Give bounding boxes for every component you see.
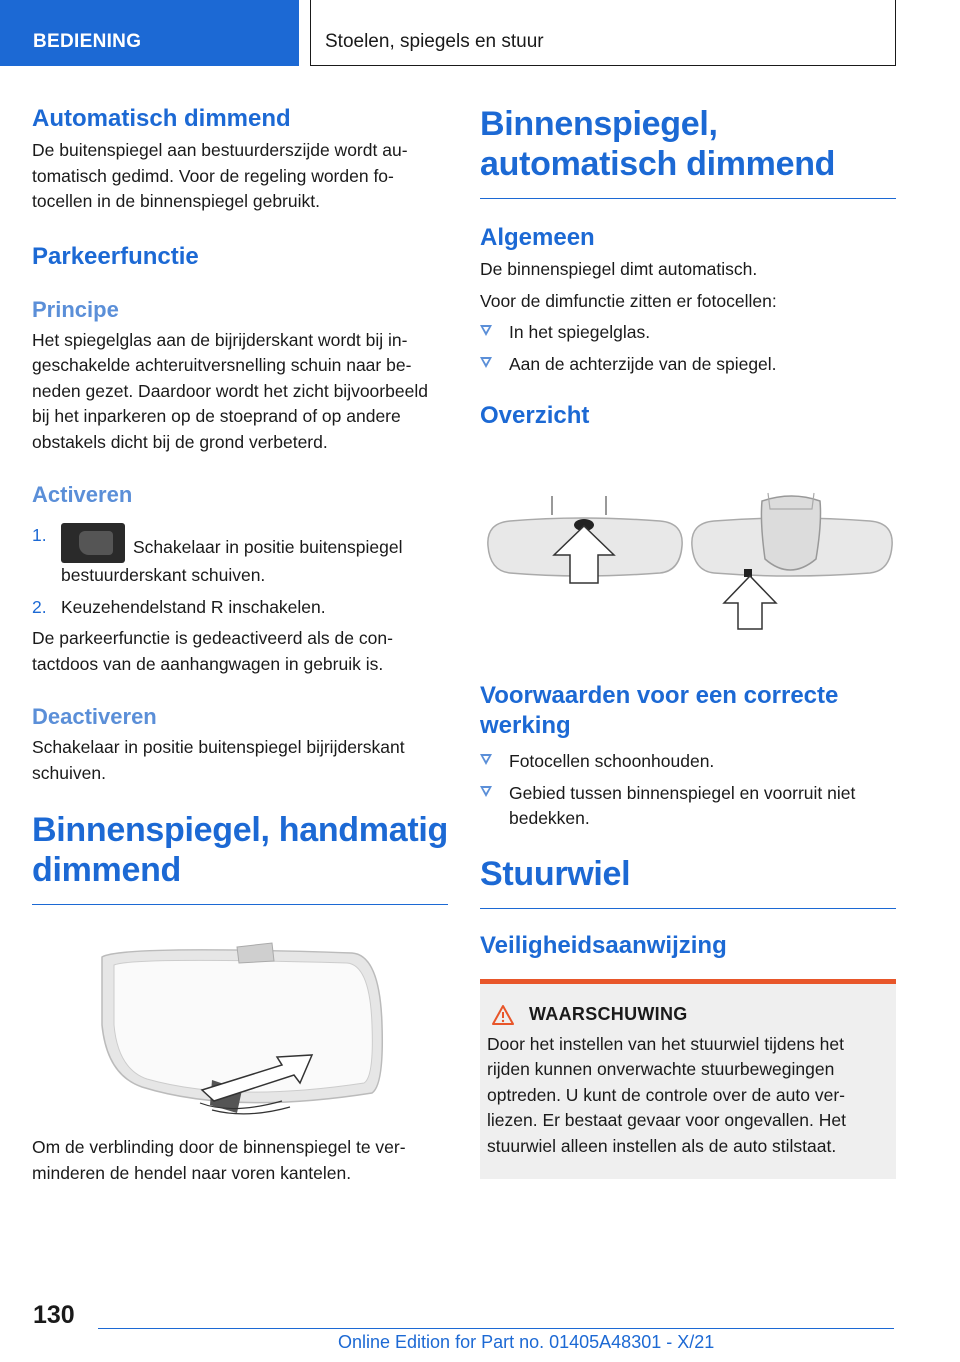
step-number: 1. — [32, 525, 47, 545]
section-tab: BEDIENING — [0, 0, 299, 66]
mirror-overview-illustration — [480, 431, 896, 681]
step-text: Keuzehendelstand R inschakelen. — [61, 596, 326, 617]
heading-steering-wheel: Stuurwiel — [480, 854, 896, 909]
general-text-1: De binnenspiegel dimt automatisch. — [480, 259, 758, 279]
chapter-title: Stoelen, spiegels en stuur — [310, 0, 896, 66]
conditions-list — [480, 749, 896, 832]
heading-general: Algemeen — [480, 224, 595, 251]
warning-box — [480, 979, 896, 1180]
warning-title: WAARSCHUWING — [487, 1004, 888, 1026]
list-item: Gebied tussen binnenspiegel en voorruit niet bedekken. — [480, 781, 896, 832]
heading-safety-note: Veiligheidsaanwijzing — [480, 931, 727, 959]
bullet-triangle-icon — [480, 754, 492, 765]
step-text: Schakelaar in positie buitenspiegel bestuurderskant schuiven. — [61, 537, 403, 585]
heading-auto-dim-mirror: Binnenspiegel, automatisch dimmend — [480, 104, 896, 199]
page-number: 130 — [33, 1301, 75, 1329]
general-text-2: Voor de dimfunctie zitten er fotocellen: — [480, 290, 777, 311]
heading-deactivate: Deactiveren — [32, 704, 157, 729]
step-item — [32, 595, 448, 621]
principle-text: Het spiegelglas aan de bijrijderskant wordt bij ingeschakelde achteruitversnelling schuin naar beneden gezet. Daardoor wordt het zicht bijvoorbeeld bij het inparkeren op de stoeprand of op andere obstakels dicht bij de grond verbeterd. — [32, 329, 428, 452]
warning-text: Door het instellen van het stuurwiel tijdens het rijden kunnen onverwachte stuurbewegingen optreden. U kunt de controle over de auto verliezen. Er bestaat gevaar voor ongevallen. Het stuurwiel alleen instellen als de auto stilstaat. — [487, 1033, 846, 1156]
heading-principle: Principe — [32, 296, 119, 322]
warning-triangle-icon — [491, 1004, 515, 1026]
left-column — [32, 100, 448, 1186]
right-column — [480, 100, 896, 1179]
bullet-triangle-icon — [480, 357, 492, 368]
auto-dim-text: De buitenspiegel aan bestuurderszijde wordt automatisch gedimd. Voor de regeling worden fotocellen in de binnenspiegel gebruikt. — [32, 140, 408, 211]
heading-auto-dim: Automatisch dimmend — [32, 105, 291, 132]
list-item: In het spiegelglas. — [480, 320, 896, 346]
step-number: 2. — [32, 596, 47, 617]
heading-conditions: Voorwaarden voor een correcte werking — [480, 682, 839, 739]
bullet-triangle-icon — [480, 325, 492, 336]
mirror-lever-illustration — [32, 905, 448, 1135]
bullet-triangle-icon — [480, 786, 492, 797]
step-item — [32, 523, 448, 589]
heading-manual-dim: Binnenspiegel, handmatig dimmend — [32, 810, 448, 905]
manual-dim-text: Om de verblinding door de binnenspiegel te verminderen de hendel naar voren kantelen. — [32, 1137, 406, 1183]
list-item: Aan de achterzijde van de spiegel. — [480, 352, 896, 378]
photocell-list — [480, 320, 896, 377]
heading-activate: Activeren — [32, 482, 133, 507]
footer-rule — [98, 1328, 894, 1329]
list-item: Fotocellen schoonhouden. — [480, 749, 896, 775]
mirror-switch-icon — [61, 523, 125, 563]
deactivate-text: Schakelaar in positie buitenspiegel bijrijderskant schuiven. — [32, 737, 405, 783]
heading-overview: Overzicht — [480, 402, 590, 429]
heading-parking-function: Parkeerfunctie — [32, 242, 199, 270]
activate-note: De parkeerfunctie is gedeactiveerd als de contactdoos van de aanhangwagen in gebruik is. — [32, 628, 393, 674]
activate-steps — [32, 523, 448, 620]
edition-label: Online Edition for Part no. 01405A48301 - X/21 — [338, 1332, 715, 1352]
